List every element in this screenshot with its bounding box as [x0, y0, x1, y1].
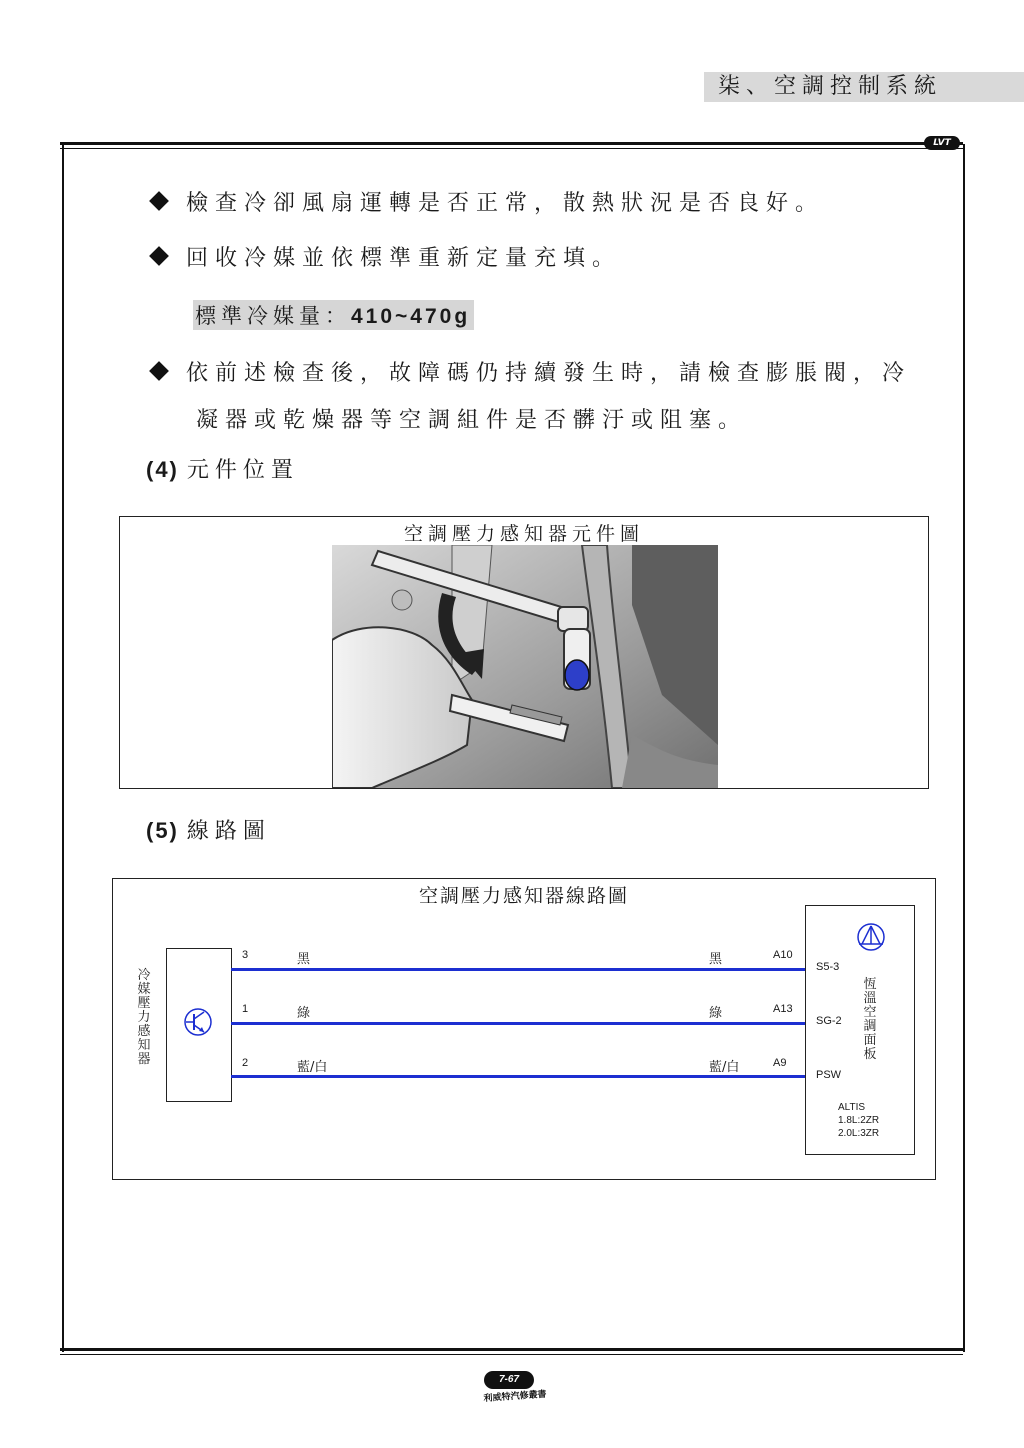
wire-color-left: 黑: [297, 952, 311, 967]
wiring-diagram-title: 空調壓力感知器線路圖: [418, 885, 629, 907]
section-number: (4): [146, 457, 179, 482]
bullet-item-2: [152, 245, 621, 273]
section-title: 元件位置: [186, 458, 299, 483]
wire-color-left: 綠: [297, 1006, 311, 1021]
standard-refrigerant-box: [193, 300, 474, 330]
engine-variant: 2.0L:3ZR: [838, 1128, 880, 1139]
diamond-bullet-icon: [149, 191, 169, 211]
sensor-pin-label: 3: [242, 949, 249, 961]
figure-caption: 空調壓力感知器元件圖: [403, 523, 644, 545]
connector-pin-label: A9: [773, 1057, 787, 1069]
connector-pin-label: A13: [773, 1003, 793, 1015]
control-unit-symbol-icon: [856, 922, 886, 952]
section-4-heading: [146, 456, 299, 485]
bottom-rule-thin: [60, 1354, 963, 1355]
panel-terminal-label: PSW: [816, 1069, 842, 1081]
pressure-sensor-box: [166, 948, 232, 1102]
wire-color-left: 藍/白: [297, 1060, 328, 1075]
bottom-rule: [60, 1348, 963, 1351]
wire-line: [231, 968, 806, 971]
standard-label: 標準冷媒量：: [195, 304, 351, 328]
sensor-pin-label: 2: [242, 1057, 249, 1069]
bullet-item-3-continuation: 凝器或乾燥器等空調組件是否髒汙或阻塞。: [196, 408, 748, 433]
section-5-heading: [146, 817, 271, 846]
bullet-text: 依前述檢查後，故障碼仍持續發生時，請檢查膨脹閥，冷: [186, 361, 912, 386]
corner-logo: LVT: [924, 136, 960, 150]
panel-terminal-label: SG-2: [816, 1015, 842, 1027]
panel-terminal-label: S5-3: [816, 961, 840, 973]
bullet-item-1: [152, 190, 824, 218]
bullet-text: 回收冷媒並依標準重新定量充填。: [186, 246, 622, 271]
model-info: [838, 1101, 879, 1140]
wire-color-right: 藍/白: [709, 1060, 740, 1075]
wire-color-right: 綠: [709, 1006, 723, 1021]
chapter-title: 柒、空調控制系統: [718, 74, 943, 99]
diamond-bullet-icon: [149, 246, 169, 266]
wire-color-right: 黑: [709, 952, 723, 967]
diamond-bullet-icon: [149, 361, 169, 381]
page-number: 7-67: [484, 1371, 534, 1389]
model-name: ALTIS: [838, 1102, 866, 1113]
publisher-logo: 利威特汽修叢書: [483, 1389, 547, 1405]
wire-line: [231, 1022, 806, 1025]
wiring-diagram: [112, 878, 936, 1180]
transistor-symbol-icon: [183, 1007, 213, 1037]
section-title: 線路圖: [186, 819, 271, 844]
component-figure: [119, 516, 929, 789]
section-number: (5): [146, 818, 179, 843]
bullet-text: 檢查冷卻風扇運轉是否正常，散熱狀況是否良好。: [186, 191, 825, 216]
standard-value: 410~470g: [351, 305, 471, 328]
connector-pin-label: A10: [773, 949, 793, 961]
bullet-item-3: [152, 360, 911, 388]
engine-variant: 1.8L:2ZR: [838, 1115, 880, 1126]
panel-label: 恆溫空調面板: [863, 977, 877, 1062]
sensor-label: 冷媒壓力感知器: [137, 968, 151, 1067]
wire-line: [231, 1075, 806, 1078]
sensor-pin-label: 1: [242, 1003, 249, 1015]
engine-bay-photo-image: [332, 545, 718, 788]
